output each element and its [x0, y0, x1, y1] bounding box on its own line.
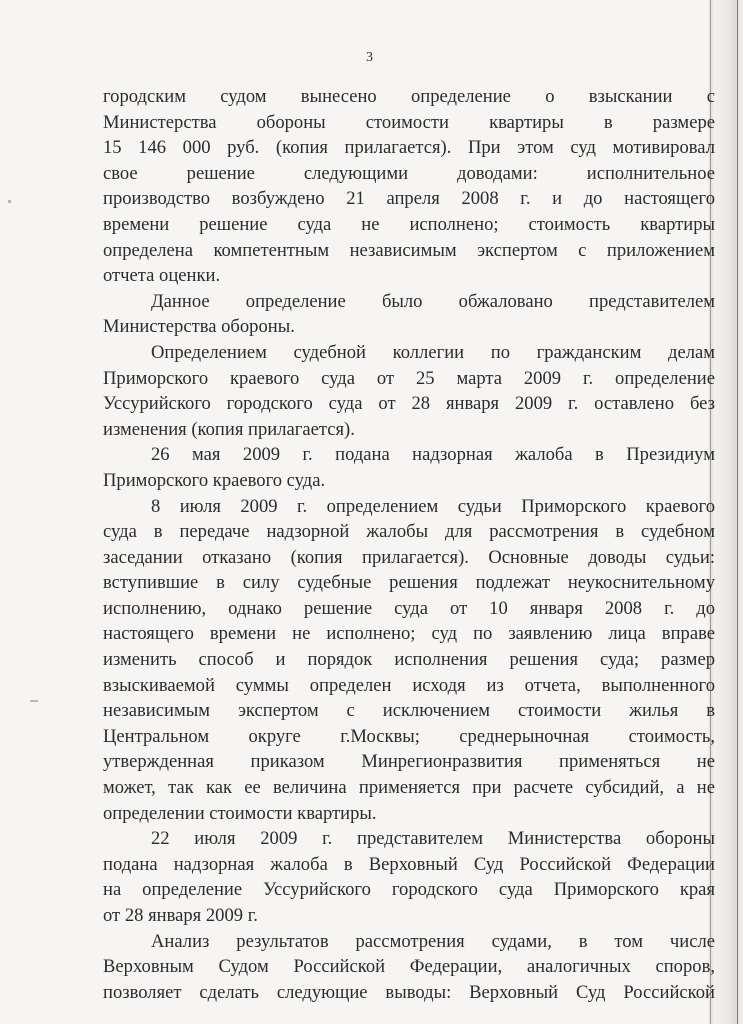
- text-line: вступившие в силу судебные решения подлежат неукоснительному: [103, 572, 715, 594]
- text-line: позволяет сделать следующие выводы: Верховный Суд Российской: [103, 981, 715, 1003]
- text-line: Анализ результатов рассмотрения судами, в том числе: [151, 930, 715, 952]
- text-line: времени решение суда не исполнено; стоимость квартиры: [103, 213, 715, 235]
- paragraph: [103, 442, 715, 493]
- paragraph: [103, 289, 715, 340]
- text-line: может, так как ее величина применяется при расчете субсидий, а не: [103, 777, 715, 799]
- text-line: независимым экспертом с исключением стоимости жилья в: [103, 700, 715, 722]
- text-line: Приморского краевого суда от 25 марта 2009 г. определение: [103, 367, 715, 389]
- text-line: подана надзорная жалоба в Верховный Суд Российской Федерации: [103, 853, 715, 875]
- document-body: [103, 84, 715, 1005]
- paragraph: [103, 340, 715, 442]
- text-line: изменения (копия прилагается).: [103, 418, 355, 440]
- text-line: на определение Уссурийского городского суда Приморского края: [103, 879, 715, 901]
- text-line: Уссурийского городского суда от 28 января 2009 г. оставлено без: [103, 393, 715, 415]
- text-line: Определением судебной коллегии по гражданским делам: [151, 341, 715, 363]
- text-line: Данное определение было обжаловано представителем: [151, 290, 715, 312]
- text-line: 26 мая 2009 г. подана надзорная жалоба в Президиум: [151, 444, 715, 466]
- text-line: 15 146 000 руб. (копия прилагается). При этом суд мотивировал: [103, 137, 715, 159]
- scan-speck: [8, 200, 11, 203]
- text-line: Министерства обороны стоимости квартиры в размере: [103, 111, 715, 133]
- text-line: Верховным Судом Российской Федерации, аналогичных споров,: [103, 956, 715, 978]
- paragraph: [103, 494, 715, 827]
- paragraph: [103, 84, 715, 289]
- scan-speck: [30, 700, 38, 702]
- text-line: Центральном округе г.Москвы; среднерыночная стоимость,: [103, 725, 715, 747]
- text-line: 22 июля 2009 г. представителем Министерства обороны: [151, 828, 715, 850]
- text-line: производство возбуждено 21 апреля 2008 г. и до настоящего: [103, 188, 715, 210]
- text-line: 8 июля 2009 г. определением судьи Приморского краевого: [151, 495, 715, 517]
- text-line: утвержденная приказом Минрегионразвития применяться не: [103, 751, 715, 773]
- scan-edge-line: [737, 0, 738, 1024]
- text-line: исполнению, однако решение суда от 10 января 2008 г. до: [103, 597, 715, 619]
- text-line: определена компетентным независимым экспертом с приложением: [103, 239, 715, 261]
- text-line: заседании отказано (копия прилагается). Основные доводы судьи:: [103, 546, 715, 568]
- text-line: взыскиваемой суммы определен исходя из отчета, выполненного: [103, 674, 715, 696]
- text-line: свое решение следующими доводами: исполнительное: [103, 162, 715, 184]
- text-line: настоящего времени не исполнено; суд по заявлению лица вправе: [103, 623, 715, 645]
- text-line: от 28 января 2009 г.: [103, 905, 258, 926]
- text-line: городским судом вынесено определение о взыскании с: [103, 86, 715, 107]
- text-line: определении стоимости квартиры.: [103, 802, 377, 824]
- paragraph: [103, 929, 715, 1006]
- text-line: Министерства обороны.: [103, 316, 295, 338]
- text-line: суда в передаче надзорной жалобы для рассмотрения в судебном: [103, 521, 715, 543]
- paragraph: [103, 826, 715, 928]
- page-number: 3: [366, 50, 373, 65]
- text-line: изменить способ и порядок исполнения решения суда; размер: [103, 649, 715, 671]
- text-line: Приморского краевого суда.: [103, 469, 326, 491]
- text-line: отчета оценки.: [103, 265, 221, 287]
